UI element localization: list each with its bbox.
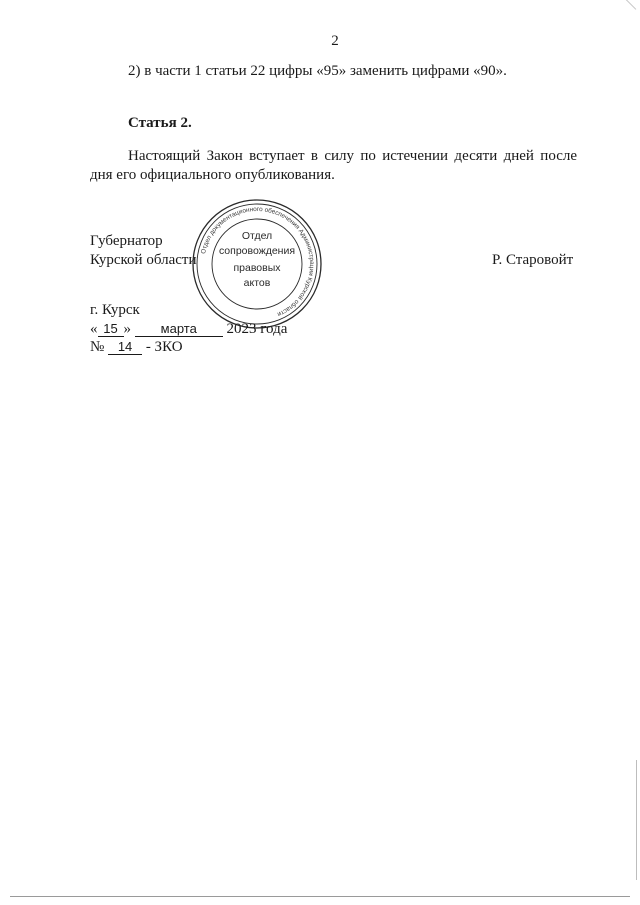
article-heading: Статья 2. (128, 115, 192, 131)
signer-name: Р. Старовойт (492, 252, 574, 268)
date-day: 15 (98, 321, 124, 337)
seal-ring-text: Отдел документационного обеспечения Администрации Курской области (200, 205, 316, 318)
signer-title-line-2: Курской области (90, 252, 197, 268)
scan-artifact-corner (626, 0, 637, 10)
page-number: 2 (331, 33, 339, 49)
law-number-line (90, 338, 183, 357)
paragraph-line-2: дня его официального опубликования. (90, 167, 335, 183)
date-open-quote: « (90, 321, 98, 337)
number-sign: № (90, 339, 105, 355)
date-year: 2023 года (226, 321, 288, 337)
scan-artifact-right-edge (636, 760, 637, 880)
scan-artifact-bottom-edge (10, 896, 630, 897)
signer-title (90, 232, 196, 270)
seal-text-line-1: Отдел (241, 230, 273, 242)
number-suffix: - ЗКО (145, 339, 183, 355)
city-name: г. Курск (90, 302, 140, 318)
date-month: марта (135, 321, 223, 337)
seal-text-line-2: сопровождения (218, 245, 296, 257)
seal-text-line-4: актов (243, 277, 271, 289)
seal-text-line-3: правовых (233, 262, 281, 274)
official-seal (190, 197, 324, 331)
amendment-item-2: 2) в части 1 статьи 22 цифры «95» заменить цифрами «90». (128, 63, 507, 79)
signer-title-line-1: Губернатор (90, 233, 163, 249)
date-close-quote: » (123, 321, 131, 337)
date-line (90, 320, 287, 339)
article-paragraph (90, 147, 577, 185)
paragraph-line-1: Настоящий Закон вступает в силу по истечении десяти дней после (128, 148, 577, 164)
law-number: 14 (108, 339, 142, 355)
